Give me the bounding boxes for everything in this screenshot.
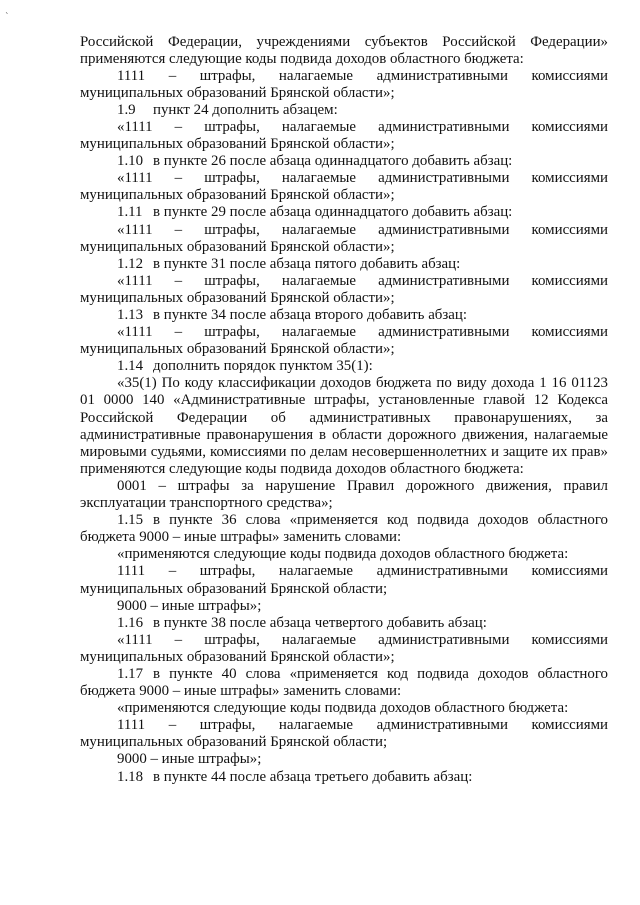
- paragraph-text: в пункте 31 после абзаца пятого добавить абзац:: [153, 255, 461, 272]
- paragraph-text: «1111 – штрафы, налагаемые административными комиссиями муниципальных образований Брянской области»;: [80, 170, 608, 204]
- paragraph-p14: [80, 375, 608, 478]
- paragraph-text: в пункте 26 после абзаца одиннадцатого добавить абзац:: [153, 153, 513, 170]
- paragraph-p13: [80, 358, 608, 375]
- paragraph-p03: [80, 102, 608, 119]
- paragraph-p22: [80, 666, 608, 700]
- paragraph-p23: [80, 700, 608, 717]
- paragraph-text: 9000 – иные штрафы»;: [117, 597, 262, 614]
- item-number: 1.12: [117, 255, 144, 272]
- paragraph-p10: [80, 273, 608, 307]
- paragraph-text: 1111 – штрафы, налагаемые административными комиссиями муниципальных образований Брянской области»;: [80, 67, 608, 101]
- item-number: 1.18: [117, 768, 144, 785]
- paragraph-text: «применяются следующие коды подвида доходов областного бюджета:: [117, 700, 569, 717]
- paragraph-p04: [80, 119, 608, 153]
- paragraph-text: «1111 – штрафы, налагаемые административными комиссиями муниципальных образований Брянской области»;: [80, 631, 608, 665]
- paragraph-text: 1111 – штрафы, налагаемые административными комиссиями муниципальных образований Брянской области;: [80, 563, 608, 597]
- paragraph-text: дополнить порядок пунктом 35(1):: [153, 358, 373, 375]
- paragraph-p01: [80, 34, 608, 68]
- item-number: 1.11: [117, 204, 143, 221]
- paragraph-text: пункт 24 дополнить абзацем:: [153, 101, 338, 118]
- paragraph-p11: [80, 307, 608, 324]
- paragraph-p07: [80, 204, 608, 221]
- paragraph-text: Российской Федерации, учреждениями субъектов Российской Федерации» применяются следующие коды подвида доходов областного бюджета:: [80, 33, 608, 67]
- paragraph-text: в пункте 38 после абзаца четвертого добавить абзац:: [153, 614, 487, 631]
- paragraph-text: в пункте 36 слова «применяется код подвида доходов областного бюджета 9000 – иные штрафы» заменить словами:: [80, 512, 608, 546]
- paragraph-text: 9000 – иные штрафы»;: [117, 751, 262, 768]
- paragraph-p15: [80, 478, 608, 512]
- paragraph-p20: [80, 615, 608, 632]
- paragraph-text: «применяются следующие коды подвида доходов областного бюджета:: [117, 546, 569, 563]
- paragraph-p06: [80, 170, 608, 204]
- paragraph-text: в пункте 29 после абзаца одиннадцатого добавить абзац:: [153, 204, 513, 221]
- item-number: 1.14: [117, 358, 144, 375]
- paragraph-p12: [80, 324, 608, 358]
- paragraph-text: в пункте 44 после абзаца третьего добавить абзац:: [153, 768, 473, 785]
- paragraph-text: «1111 – штрафы, налагаемые административными комиссиями муниципальных образований Брянской области»;: [80, 118, 608, 153]
- item-number: 1.10: [117, 153, 144, 170]
- item-number: 1.16: [117, 614, 144, 631]
- paragraph-text: 0001 – штрафы за нарушение Правил дорожного движения, правил эксплуатации транспортного средства»;: [80, 477, 608, 512]
- paragraph-p24: [80, 717, 608, 751]
- item-number: 1.9: [117, 101, 136, 118]
- document-body: [80, 34, 608, 786]
- paragraph-p08: [80, 222, 608, 256]
- paragraph-text: «1111 – штрафы, налагаемые административными комиссиями муниципальных образований Брянской области»;: [80, 272, 608, 306]
- paragraph-p18: [80, 563, 608, 597]
- paragraph-text: в пункте 34 после абзаца второго добавить абзац:: [153, 307, 467, 323]
- paragraph-text: «1111 – штрафы, налагаемые административными комиссиями муниципальных образований Брянской области»;: [80, 324, 608, 358]
- paragraph-p09: [80, 256, 608, 273]
- corner-mark: `: [5, 13, 10, 23]
- paragraph-p21: [80, 632, 608, 666]
- paragraph-p05: [80, 153, 608, 170]
- paragraph-text: в пункте 40 слова «применяется код подвида доходов областного бюджета 9000 – иные штрафы» заменить словами:: [80, 665, 608, 700]
- paragraph-text: «1111 – штрафы, налагаемые административными комиссиями муниципальных образований Брянской области»;: [80, 221, 608, 255]
- paragraph-text: 1111 – штрафы, налагаемые административными комиссиями муниципальных образований Брянской области;: [80, 717, 608, 751]
- item-number: 1.15: [117, 512, 144, 529]
- item-number: 1.13: [117, 307, 144, 323]
- paragraph-p16: [80, 512, 608, 546]
- paragraph-p25: [80, 751, 608, 768]
- paragraph-p02: [80, 68, 608, 102]
- item-number: 1.17: [117, 665, 144, 682]
- paragraph-p26: [80, 769, 608, 786]
- paragraph-p17: [80, 546, 608, 563]
- paragraph-p19: [80, 598, 608, 615]
- paragraph-text: «35(1) По коду классификации доходов бюджета по виду дохода 1 16 01123 01 0000 140 «Административные штрафы, установленные главой 12 Кодекса Российской Федерации об административных правонарушениях, за административные правонарушения в области дорожного движения, налагаемые мировыми судьями, комиссиями по делам несовершеннолетних и защите их прав» применяются следующие коды подвида доходов областного бюджета:: [80, 375, 608, 477]
